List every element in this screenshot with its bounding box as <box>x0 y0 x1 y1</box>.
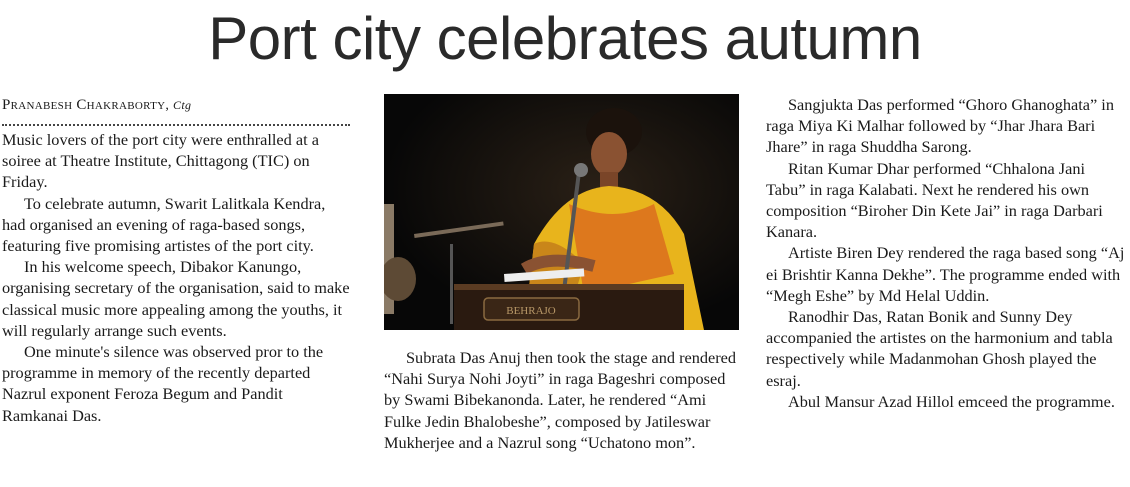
paragraph: One minute's silence was observed pror to the programme in memory of the recently departed Nazrul exponent Feroza Begum and Pandit Ramkanai Das. <box>2 342 324 425</box>
paragraph: Ritan Kumar Dhar performed “Chhalona Jani Tabu” in raga Kalabati. Next he rendered his own composition “Biroher Din Kete Jai” in raga Darbari Kanara. <box>766 158 1103 242</box>
paragraph: Abul Mansur Azad Hillol emceed the programme. <box>788 391 1115 411</box>
paragraph: Ranodhir Das, Ratan Bonik and Sunny Dey accompanied the artistes on the harmonium and tabla respectively while Madanmohan Ghosh played the esraj. <box>766 307 1113 390</box>
byline <box>2 96 352 115</box>
paragraph: Subrata Das Anuj then took the stage and rendered “Nahi Surya Nohi Joyti” in raga Bageshri composed by Swami Bibekanonda. Later, he rendered “Ami Fulke Jedin Bhalobeshe”, composed by Jatileswar Mukherjee and a Nazrul song “Uchatono mon”. <box>384 348 737 452</box>
byline-divider <box>2 124 350 126</box>
paragraph: Artiste Biren Dey rendered the raga based song “Aj ei Brishtir Kanna Dekhe”. The programme ended with “Megh Eshe” by Md Helal Uddin. <box>766 243 1125 305</box>
harmonium-text: BEHRAJO <box>506 305 556 317</box>
article-photo <box>384 94 739 330</box>
article-column-3 <box>766 94 1128 412</box>
byline-place: Ctg <box>173 98 192 112</box>
singer-photo-illustration <box>384 94 739 330</box>
byline-separator: , <box>165 98 170 113</box>
byline-author: Pranabesh Chakraborty <box>2 97 166 113</box>
paragraph: Music lovers of the port city were enthralled at a soiree at Theatre Institute, Chittagong (TIC) on Friday. <box>2 130 319 192</box>
article-column-1 <box>2 96 352 426</box>
headline: Port city celebrates autumn <box>208 5 922 72</box>
paragraph: To celebrate autumn, Swarit Lalitkala Kendra, had organised an evening of raga-based songs, featuring five promising artistes of the port city. <box>2 193 326 256</box>
article-column-2 <box>384 347 740 453</box>
paragraph: Sangjukta Das performed “Ghoro Ghanoghata” in raga Miya Ki Malhar followed by “Jhar Jhara Bari Jhare” in raga Shuddha Sarong. <box>766 95 1114 157</box>
paragraph: In his welcome speech, Dibakor Kanungo, organising secretary of the organisation, said to make classical music more appealing among the youths, it will regularly arrange such events. <box>2 257 350 340</box>
